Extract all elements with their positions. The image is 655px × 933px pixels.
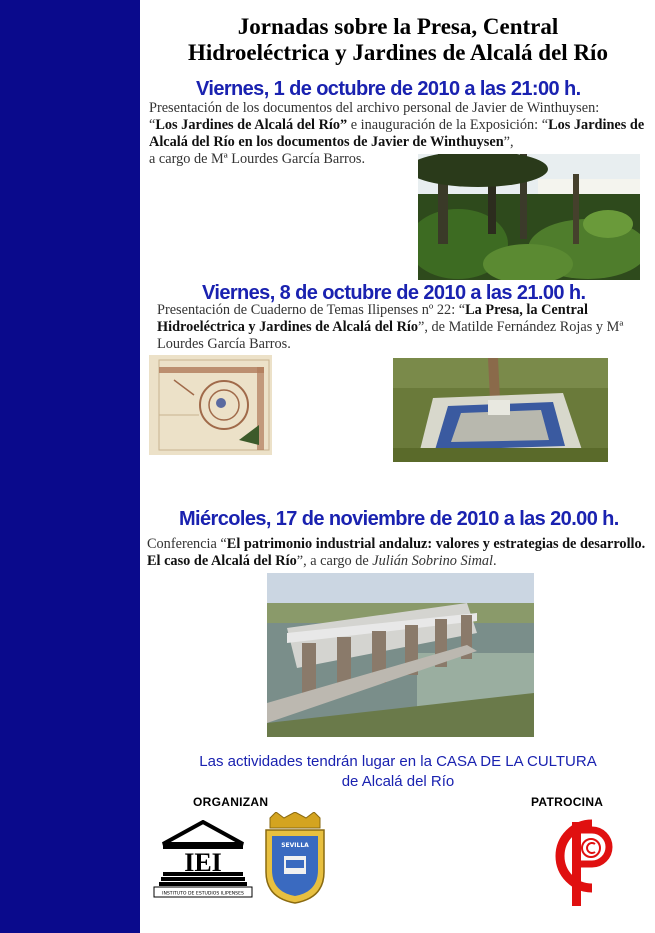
event-2-description: Presentación de Cuaderno de Temas Ilipenses nº 22: “La Presa, la Central Hidroeléctrica y Jardines de Alcalá del Río”, de Matilde Fernández Rojas y Mª Lourdes García Barros. (157, 302, 624, 352)
event-1-bold-title: Los Jardines de Alcalá del Río” (155, 117, 348, 133)
event-1-description: Presentación de los documentos del archivo personal de Javier de Winthuysen: “Los Jardines de Alcalá del Río” e inauguración de la Exposición: “Los Jardines de Alcalá del Río en los documentos de Javier de Winthuysen”, a cargo de Mª Lourdes García Barros. (149, 100, 645, 167)
page-title (148, 14, 648, 66)
blue-sidebar (0, 0, 140, 933)
organizan-label: ORGANIZAN (193, 795, 269, 809)
fountain-photo (393, 358, 608, 462)
garden-plan-drawing (149, 355, 272, 455)
iei-letters: IEI (184, 848, 222, 877)
iei-logo (153, 820, 253, 898)
event-1-exhibition: Los Jardines de Alcalá del Río en los documentos de Javier de Winthuysen (149, 117, 645, 150)
event-3-date: Miércoles, 17 de noviembre de 2010 a las 20.00 h. (179, 508, 619, 530)
title-line-1: Jornadas sobre la Presa, Central (237, 14, 559, 39)
event-1-date: Viernes, 1 de octubre de 2010 a las 21:00 h. (196, 78, 581, 100)
sponsor-cp-logo (536, 812, 620, 907)
event-2-date: Viernes, 8 de octubre de 2010 a las 21.00 h. (202, 282, 586, 304)
iei-name: INSTITUTO DE ESTUDIOS ILIPENSES (162, 891, 244, 897)
town-crest (262, 812, 328, 904)
event-3-talk-title: El patrimonio industrial andaluz: valores y estrategias de desarrollo. El caso de Alcalá del Río (147, 536, 646, 569)
event-2-book-title: La Presa, la Central Hidroeléctrica y Jardines de Alcalá del Río (157, 302, 588, 335)
event-3-description: Conferencia “El patrimonio industrial andaluz: valores y estrategias de desarrollo. El caso de Alcalá del Río”, a cargo de Julián Sobrino Simal. (147, 536, 646, 569)
event-1-text-1: Presentación de los documentos del archivo personal de Javier de Winthuysen: (149, 100, 600, 116)
venue-line-1: Las actividades tendrán lugar en la CASA DE LA CULTURA (199, 753, 597, 770)
event-1-speaker: a cargo de Mª Lourdes García Barros. (149, 151, 366, 167)
dam-photo (267, 573, 534, 737)
venue-note (148, 752, 648, 792)
garden-photo (418, 154, 640, 280)
venue-line-2: de Alcalá del Río (341, 773, 455, 790)
crest-text: SEVILLA (281, 842, 309, 849)
title-line-2: Hidroeléctrica y Jardines de Alcalá del Río (188, 40, 608, 65)
patrocina-label: PATROCINA (531, 795, 604, 809)
event-3-speaker: Julián Sobrino Simal (372, 553, 494, 569)
